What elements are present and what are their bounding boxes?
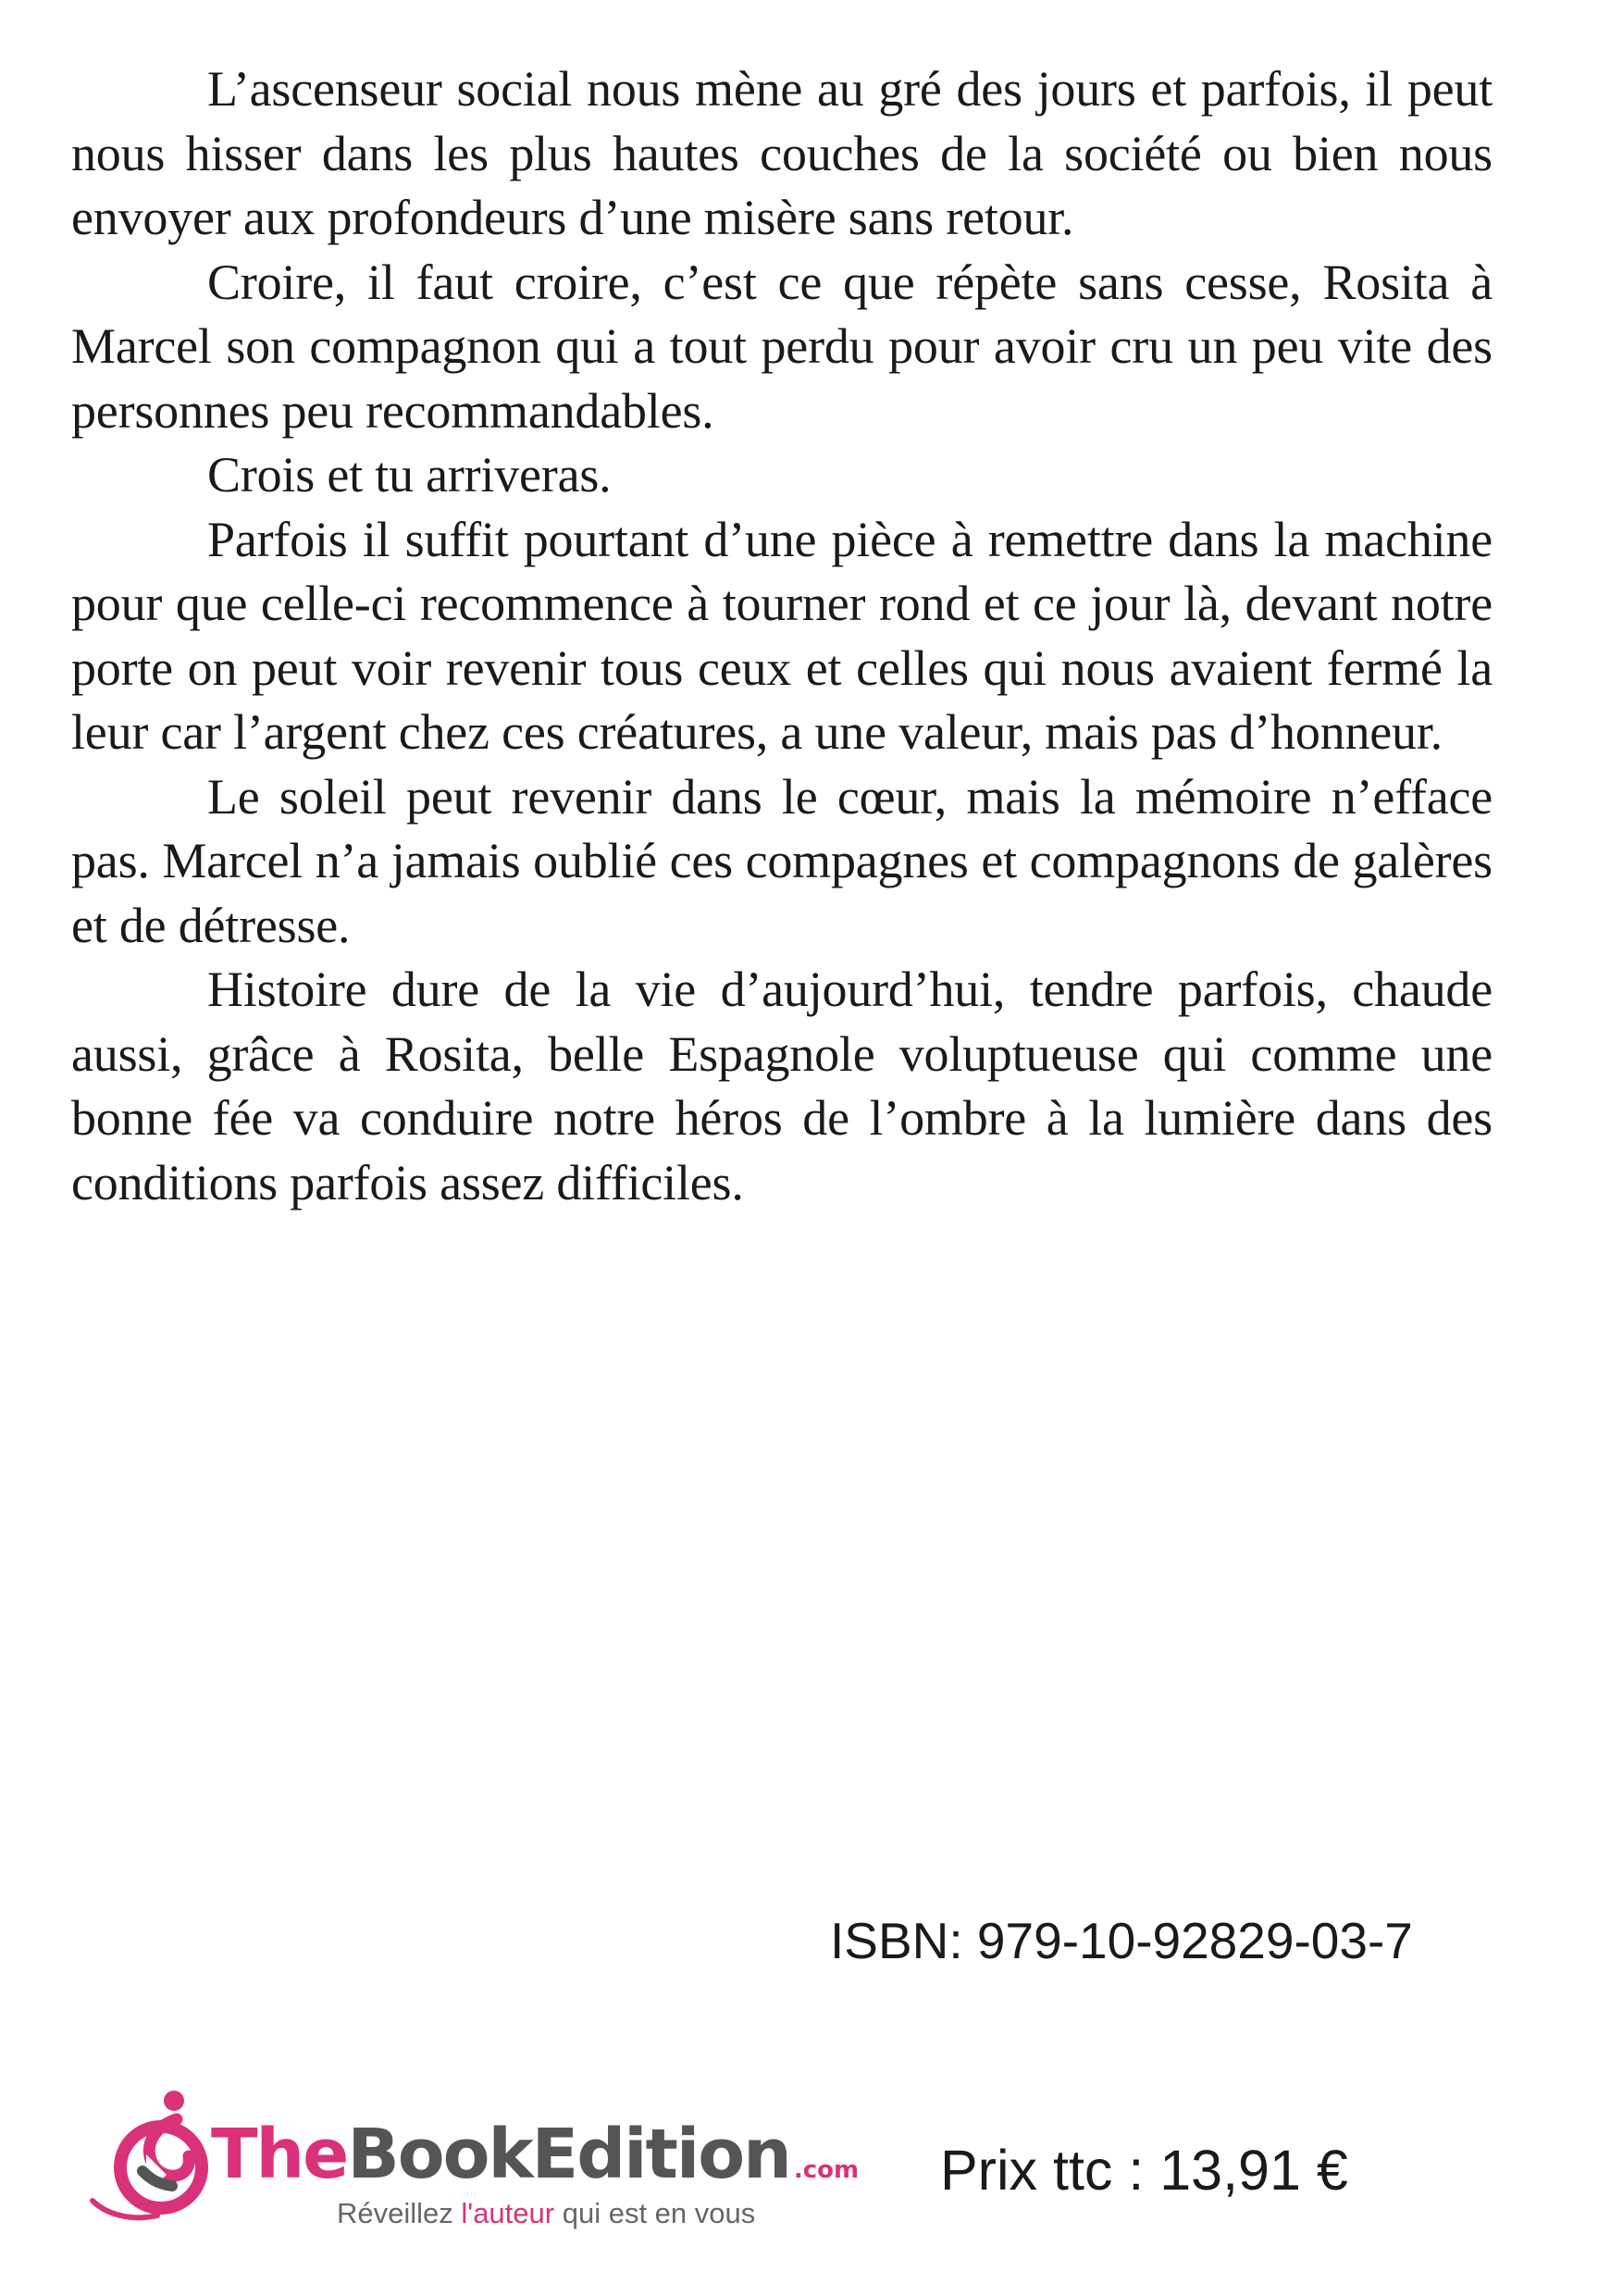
logo-word-edition: Edition bbox=[531, 2115, 790, 2194]
logo-word-the: The bbox=[211, 2115, 348, 2194]
paragraph-6: Histoire dure de la vie d’aujourd’hui, tendre parfois, chaude aussi, grâce à Rosita, belle Espagnole voluptueuse qui comme une bonne fée va conduire notre héros de l’ombre à la lumière dans des conditions parfois assez difficiles. bbox=[71, 962, 1493, 1210]
paragraph-5: Le soleil peut revenir dans le cœur, mais la mémoire n’efface pas. Marcel n’a jamais oublié ces compagnes et compagnons de galères et de détresse. bbox=[71, 768, 1493, 953]
logo-word-com: .com bbox=[793, 2156, 860, 2184]
tagline-highlight: l'auteur bbox=[461, 2197, 555, 2229]
logo-wordmark bbox=[211, 2117, 859, 2207]
price-label: Prix ttc : 13,91 € bbox=[940, 2139, 1348, 2202]
tagline-end: qui est en vous bbox=[554, 2197, 756, 2229]
person-swirl-logo-icon bbox=[89, 2090, 209, 2224]
logo-word-book: Book bbox=[347, 2115, 532, 2194]
isbn-label: ISBN: 979-10-92829-03-7 bbox=[830, 1912, 1413, 1969]
paragraph-4: Parfois il suffit pourtant d’une pièce à remettre dans la machine pour que celle-ci recommence à tourner rond et ce jour là, devant notre porte on peut voir revenir tous ceux et celles qui nous avaient fermé la leur car l’argent chez ces créatures, a une valeur, mais pas d’honneur. bbox=[71, 511, 1493, 760]
publisher-logo bbox=[89, 2090, 860, 2238]
back-cover-text bbox=[71, 57, 1493, 1215]
logo-tagline bbox=[337, 2197, 755, 2230]
paragraph-2: Croire, il faut croire, c’est ce que répète sans cesse, Rosita à Marcel son compagnon qui a tout perdu pour avoir cru un peu vite des personnes peu recommandables. bbox=[71, 254, 1493, 439]
paragraph-1: L’ascenseur social nous mène au gré des jours et parfois, il peut nous hisser dans les plus hautes couches de la société ou bien nous envoyer aux profondeurs d’une misère sans retour. bbox=[71, 61, 1493, 245]
paragraph-3: Crois et tu arriveras. bbox=[207, 447, 612, 503]
tagline-start: Réveillez bbox=[337, 2197, 462, 2229]
